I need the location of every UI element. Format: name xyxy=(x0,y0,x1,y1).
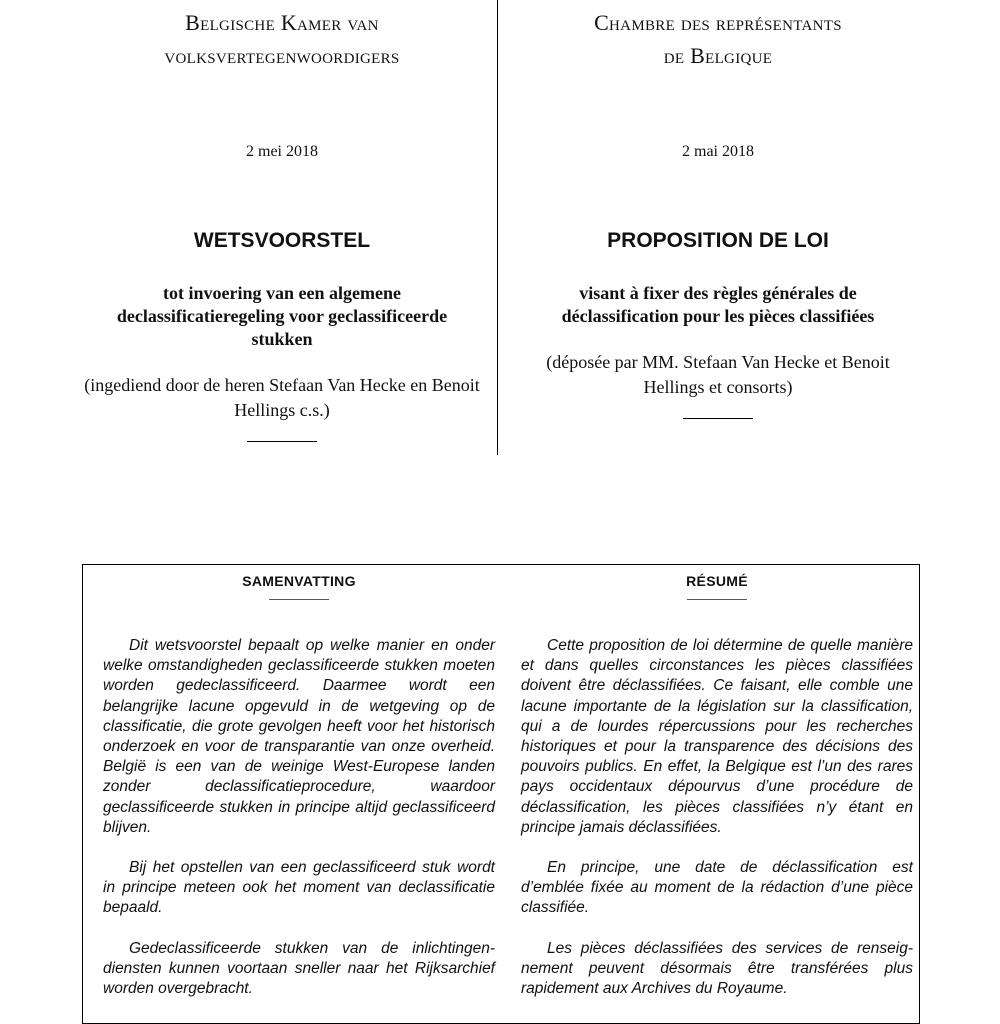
column-divider xyxy=(497,0,498,455)
short-rule-nl xyxy=(247,441,317,442)
doc-type-nl: WETSVOORSTEL xyxy=(193,229,371,252)
submitted-by-nl: (ingediend door de heren Stefaan Van Hecke en Benoit Hellings c.s.) xyxy=(84,375,480,420)
summary-paragraph: Gedeclassificeerde stukken van de inlichtingen-diensten kunnen voortaan sneller naar het Rijksarchief worden overgebracht. xyxy=(103,939,495,998)
summary-column-nl xyxy=(103,565,495,1019)
submitted-by-fr: (déposée par MM. Stefaan Van Hecke et Benoit Hellings et consorts) xyxy=(546,352,890,397)
date-nl: 2 mei 2018 xyxy=(246,143,318,160)
summary-box xyxy=(82,564,920,1024)
summary-paragraph: Bij het opstellen van een geclassificeerd stuk wordt in principe meteen ook het moment van declassificatie bepaald. xyxy=(103,859,495,917)
subtitle-fr: visant à fixer des règles générales de déclassification pour les pièces classifiées xyxy=(561,283,875,326)
summary-rule-fr xyxy=(687,599,747,600)
chamber-name-nl-line2: volksvertegenwoordigers xyxy=(164,43,400,68)
short-rule-fr xyxy=(683,418,753,419)
summary-heading-nl: SAMENVATTING xyxy=(242,573,356,589)
date-fr: 2 mai 2018 xyxy=(682,143,754,160)
chamber-name-fr-line2: de Belgique xyxy=(663,43,773,68)
chamber-name-fr xyxy=(518,6,918,72)
summary-paragraphs-nl xyxy=(103,636,495,999)
summary-paragraph: Dit wetsvoorstel bepaalt op welke manier en onder welke omstandigheden geclassificeerde stukken moeten worden gedeclassificeerd. Daarmee wordt een belangrijke lacune opgevuld in de wetgeving op de classificatie, die grote gevolgen heeft voor het historisch onderzoek en voor de transparantie van onze overheid. België is een van de weinige West-Europese landen zonder declassificatieprocedure, waardoor geclassificeerde stukken in principe altijd geclassificeerd blijven. xyxy=(103,637,495,836)
french-header-column xyxy=(518,0,918,419)
dutch-header-column xyxy=(82,0,482,442)
summary-column-fr xyxy=(521,565,913,1019)
summary-rule-nl xyxy=(269,599,329,600)
subtitle-nl: tot invoering van een algemene declassificatieregeling voor geclassificeerde stukken xyxy=(116,283,448,349)
chamber-name-nl-line1: Belgische Kamer van xyxy=(185,10,379,35)
summary-paragraph: Les pièces déclassifiées des services de renseig-nement peuvent désormais être transférées plus rapidement aux Archives du Royaume. xyxy=(521,939,913,998)
chamber-name-fr-line1: Chambre des représentants xyxy=(594,10,842,35)
summary-paragraph: Cette proposition de loi détermine de quelle manière et dans quelles circonstances les pièces classifiées doivent être déclassifiées. Ce faisant, elle comble une lacune importante de la législation sur la classification, qui a de lourdes répercussions pour les recherches historiques et pour la transparence des décisions des pouvoirs publics. En effet, la Belgique est l’un des rares pays occidentaux dépourvus d’une procédure de déclassification, les pièces classifiées n’y étant en principe jamais déclassifiées. xyxy=(521,637,913,836)
summary-paragraphs-fr xyxy=(521,636,913,999)
doc-type-fr: PROPOSITION DE LOI xyxy=(607,229,829,252)
chamber-name-nl xyxy=(82,6,482,72)
summary-heading-fr: RÉSUMÉ xyxy=(686,573,748,589)
summary-paragraph: En principe, une date de déclassification est d’emblée fixée au moment de la rédaction d’une pièce classifiée. xyxy=(521,859,913,917)
